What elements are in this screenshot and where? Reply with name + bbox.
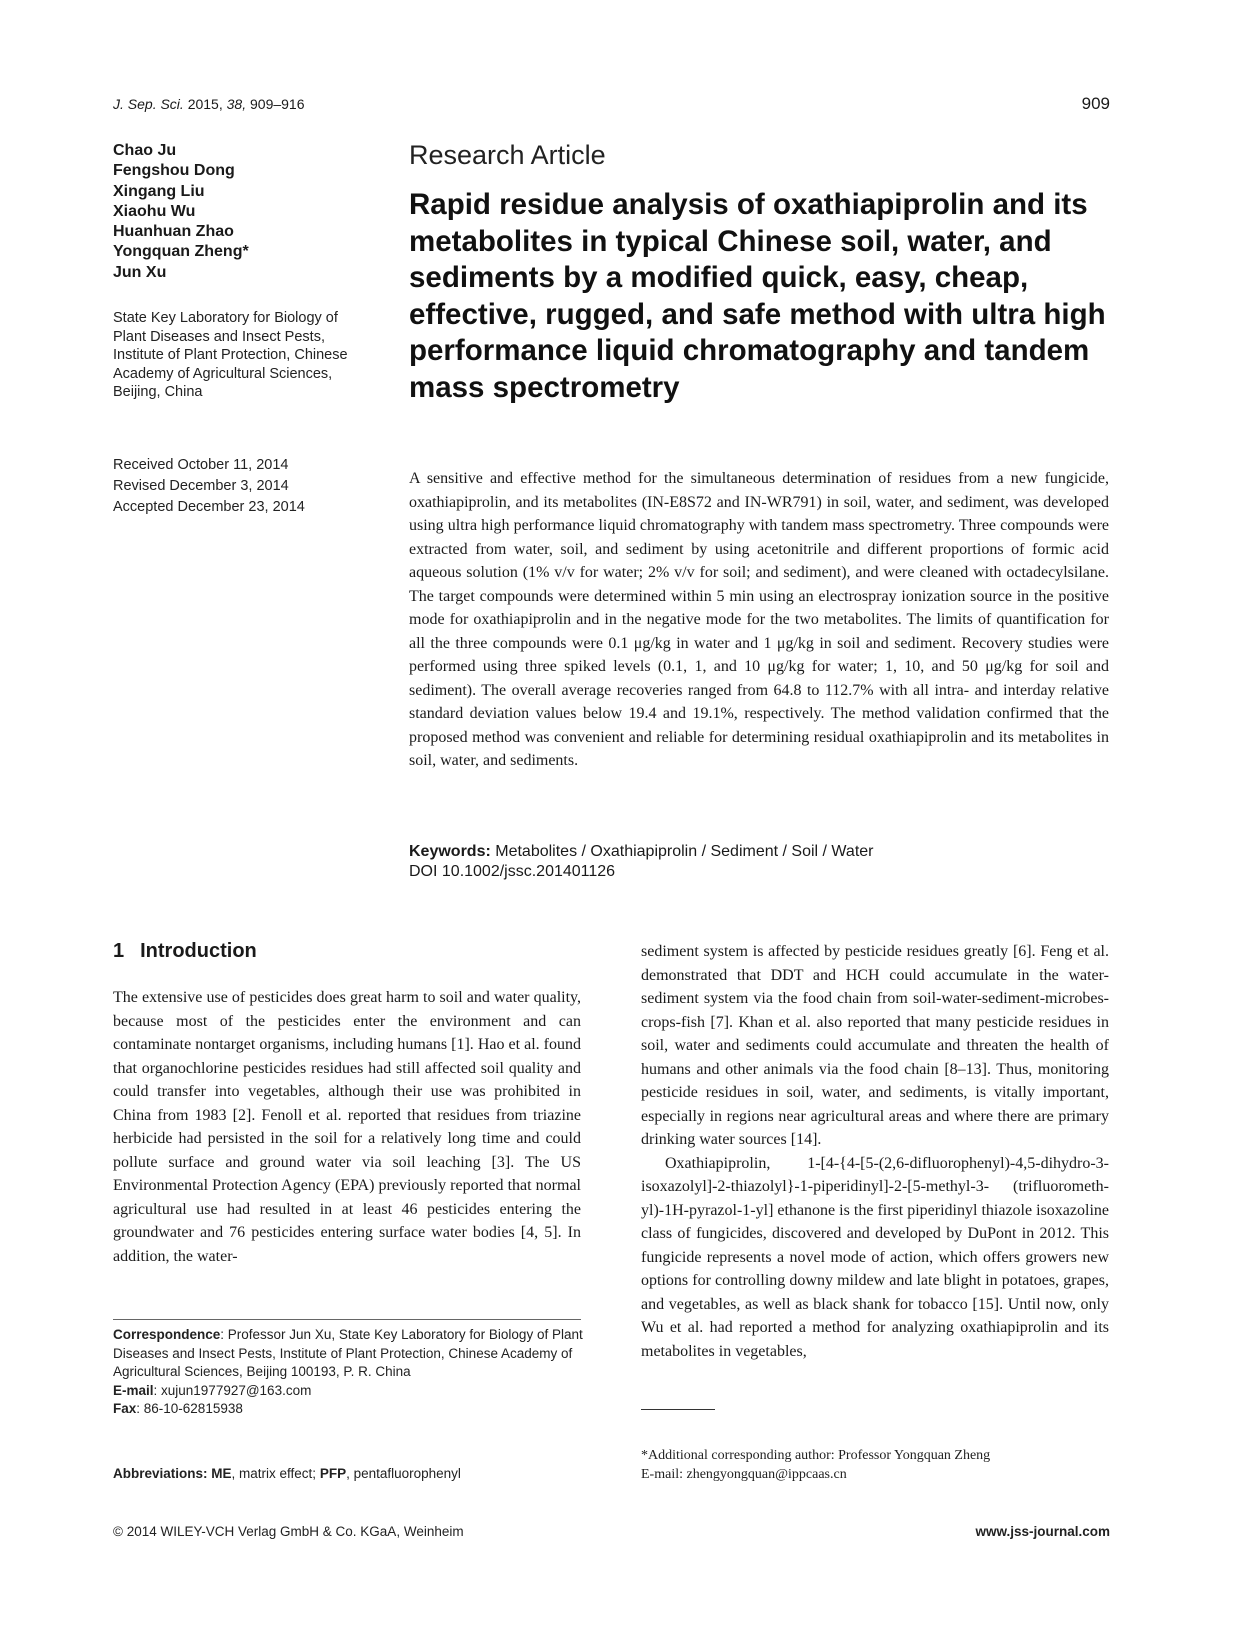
author-list <box>113 141 363 283</box>
journal-reference <box>113 96 305 112</box>
author-footnote <box>641 1446 1109 1484</box>
revised-date: Revised December 3, 2014 <box>113 478 289 494</box>
received-date: Received October 11, 2014 <box>113 457 289 473</box>
author-name: Chao Ju <box>113 142 177 159</box>
journal-website-link[interactable]: www.jss-journal.com <box>975 1524 1110 1539</box>
intro-paragraph-2: Oxathiapiprolin, 1-[4-{4-[5-(2,6-difluorophenyl)-4,5-dihydro-3-isoxazolyl]-2-thiazolyl}-1-piperidinyl]-2-[5-methyl-3- (trifluorometh-yl)-1H-pyrazol-1-yl] ethanone is the first piperidinyl thiazole isoxazoline class of fungicides, discovered and developed by DuPont in 2012. This fungicide represents a novel mode of action, which offers growers new options for controlling downy mildew and late blight in potatoes, grapes, and vegetables, as well as black shank for tobacco [15]. Until now, only Wu et al. had reported a method for analyzing oxathiapiprolin and its metabolites in vegetables, <box>641 1154 1109 1360</box>
author-name: Xingang Liu <box>113 182 205 200</box>
keywords-block <box>409 842 874 882</box>
article-title: Rapid residue analysis of oxathiapiprolin and its metabolites in typical Chinese soil, water, and sediments by a modified quick, easy, cheap, effective, rugged, and safe method with ultra high performance liquid chromatography and tandem mass spectrometry <box>409 188 1106 404</box>
abbreviation-key: PFP <box>319 1466 347 1481</box>
affiliation: State Key Laboratory for Biology of Plant Diseases and Insect Pests, Institute of Plant Protection, Chinese Academy of Agricultural Sciences, Beijing, China <box>113 310 348 400</box>
section-title: Introduction <box>140 940 257 962</box>
correspondence-label: Correspondence <box>113 1327 221 1342</box>
author-name: Fengshou Dong <box>113 162 235 180</box>
keywords-label: Keywords: <box>409 843 491 860</box>
section-heading <box>113 940 257 963</box>
author-name: Huanhuan Zhao <box>113 223 234 241</box>
footnote-divider-right <box>641 1409 715 1410</box>
journal-name: J. Sep. Sci. <box>113 96 184 112</box>
journal-pages: 909–916 <box>250 96 305 112</box>
email-label: E-mail <box>113 1382 154 1398</box>
correspondence-text: : Professor Jun Xu, State Key Laboratory for Biology of Plant Diseases and Insect Pests, Institute of Plant Protection, Chinese Academy of Agricultural Sciences, Beijing 100193, P. R. China <box>113 1327 583 1379</box>
abbreviation-key: ME <box>211 1466 232 1481</box>
footnote-email[interactable]: E-mail: zhengyongquan@ippcaas.cn <box>641 1467 847 1482</box>
footnote-divider <box>113 1319 581 1320</box>
intro-paragraph-right: sediment system is affected by pesticide residues greatly [6]. Feng et al. demonstrated that DDT and HCH could accumulate in the water-sediment system via the food chain from soil-water-sediment-microbes-crops-fish [7]. Khan et al. also reported that many pesticide residues in soil, water and sediments could accumulate and threaten the health of humans and other animals via the food chain [8–13]. Thus, monitoring pesticide residues in soil, water, and sediments, is vitally important, especially in regions near agricultural areas and where there are primary drinking water sources [14]. <box>641 943 1109 1148</box>
fax-label: Fax <box>113 1401 137 1416</box>
fax-number: : 86-10-62815938 <box>136 1401 243 1416</box>
author-name: Jun Xu <box>113 263 167 281</box>
abstract: A sensitive and effective method for the simultaneous determination of residues from a new fungicide, oxathiapiprolin, and its metabolites (IN-E8S72 and IN-WR791) in soil, water, and sediment, was developed using ultra high performance liquid chromatography with tandem mass spectrometry. Three compounds were extracted from water, soil, and sediment by using acetonitrile and different proportions of formic acid aqueous solution (1% v/v for water; 2% v/v for soil; and sediment), and were cleaned with octadecylsilane. The target compounds were determined within 5 min using an electrospray ionization source in the positive mode for oxathiapiprolin and in the negative mode for the two metabolites. The limits of quantification for all the three compounds were 0.1 μg/kg in water and 1 μg/kg in soil and sediment. Recovery studies were performed using three spiked levels (0.1, 1, and 10 μg/kg for water; 1, 10, and 50 μg/kg for soil and sediment). The overall average recoveries ranged from 64.8 to 112.7% with all intra- and interday relative standard deviation values below 19.4 and 19.1%, respectively. The method validation confirmed that the proposed method was convenient and reliable for determining residual oxathiapiprolin and its metabolites in soil, water, and sediments. <box>409 470 1109 769</box>
section-number: 1 <box>113 940 125 962</box>
article-dates <box>113 455 373 518</box>
doi: DOI 10.1002/jssc.201401126 <box>409 863 616 880</box>
abbreviations-block <box>113 1466 583 1481</box>
copyright-notice: © 2014 WILEY-VCH Verlag GmbH & Co. KGaA, Weinheim <box>113 1524 464 1539</box>
intro-paragraph-left: The extensive use of pesticides does great harm to soil and water quality, because most of the pesticides enter the environment and can contaminate nontarget organisms, including humans [1]. Hao et al. found that organochlorine pesticides residues had still affected soil quality and could transfer into vegetables, although their use was prohibited in China from 1983 [2]. Fenoll et al. reported that residues from triazine herbicide had persisted in the soil for a relatively long time and could pollute surface and ground water via soil leaching [3]. The US Environmental Protection Agency (EPA) previously reported that normal agricultural use had resulted in at least 46 pesticides entering the groundwater and 76 pesticides entering surface water bodies [4, 5]. In addition, the water- <box>113 989 581 1265</box>
article-type: Research Article <box>409 140 606 170</box>
keywords: Metabolites / Oxathiapiprolin / Sediment / Soil / Water <box>495 843 874 860</box>
accepted-date: Accepted December 23, 2014 <box>113 499 305 515</box>
author-name: Xiaohu Wu <box>113 202 196 220</box>
journal-volume: 38, <box>226 96 247 112</box>
abbreviation-value: , pentafluorophenyl <box>346 1466 461 1481</box>
abbreviation-value: , matrix effect; <box>231 1466 317 1481</box>
journal-year: 2015, <box>187 96 223 112</box>
page-number: 909 <box>1081 94 1110 113</box>
author-name: Yongquan Zheng* <box>113 243 249 261</box>
abbreviations-label: Abbreviations: <box>113 1466 208 1481</box>
email-address[interactable]: : xujun1977927@163.com <box>153 1382 312 1398</box>
intro-column-right <box>641 940 1109 1363</box>
correspondence-block <box>113 1326 583 1419</box>
footnote-line: *Additional corresponding author: Professor Yongquan Zheng <box>641 1448 991 1463</box>
